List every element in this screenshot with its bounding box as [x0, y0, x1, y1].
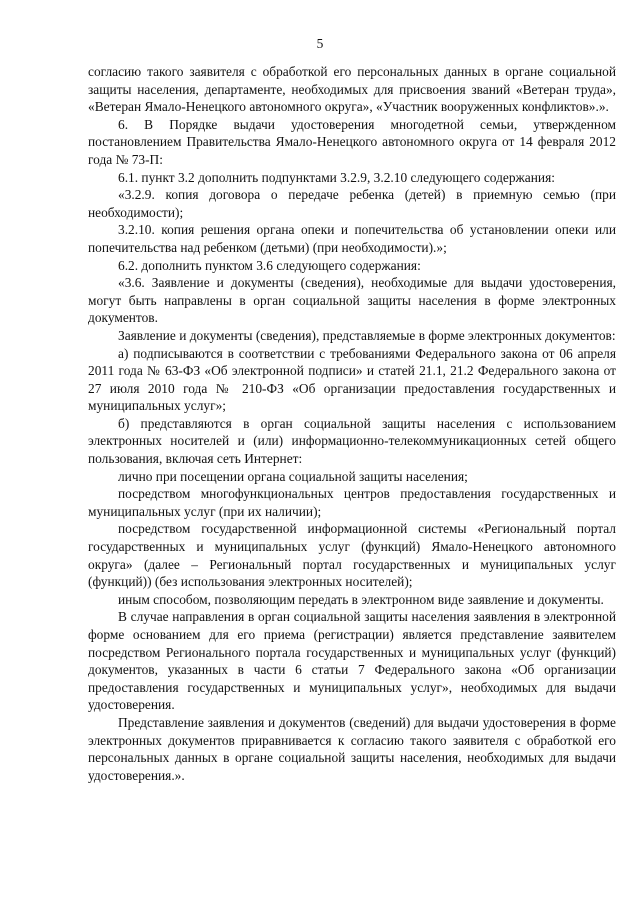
paragraph-item-6-2: 6.2. дополнить пунктом 3.6 следующего содержания: [118, 257, 421, 273]
paragraph-mfc: посредством многофункциональных центров предоставления государственных и муниципальных услуг (при их наличии); [88, 486, 616, 519]
paragraph-consent: Представление заявления и документов (сведений) для выдачи удостоверения в форме электронных документов приравнивается к согласию такого заявителя с обработкой его персональных данных в органе социальной защиты населения, необходимых для выдачи удостоверения.». [88, 714, 616, 783]
paragraph-regional-portal: посредством государственной информационной системы «Региональный портал государственных и муниципальных услуг (функций) Ямало-Ненецкого автономного округа» (далее – Региональный портал государственных и муниципальных услуг (функций)) (без использования электронных носителей); [88, 521, 616, 590]
paragraph-subitem-b: б) представляются в орган социальной защиты населения с использованием электронных носителей и (или) информационно-телекоммуникационных сетей общего пользования, включая сеть Интернет: [88, 415, 616, 467]
paragraph-item-6: 6. В Порядке выдачи удостоверения многодетной семьи, утвержденном постановлением Правительства Ямало-Ненецкого автономного округа от 14 февраля 2012 года № 73-П: [88, 116, 616, 167]
paragraph-item-3-6: «3.6. Заявление и документы (сведения), необходимые для выдачи удостоверения, могут быть направлены в орган социальной защиты населения в форме электронных документов. [88, 275, 616, 326]
document-body [88, 63, 616, 784]
paragraph-subitem-a: а) подписываются в соответствии с требованиями Федерального закона от 06 апреля 2011 года № 63-ФЗ «Об электронной подписи» и статей 21.1, 21.2 Федерального закона от 27 июля 2010 года № 210-ФЗ «Об организации предоставления государственных и муниципальных услуг»; [88, 345, 616, 414]
paragraph-electronic-application: В случае направления в орган социальной защиты населения заявления в электронной форме основанием для его приема (регистрации) является представление заявителем посредством Регионального портала государственных и муниципальных услуг (функций) документов, указанных в части 6 статьи 7 Федерального закона «Об организации предоставления государственных и муниципальных услуг», необходимых для выдачи удостоверения. [88, 609, 616, 713]
paragraph-item-6-1: 6.1. пункт 3.2 дополнить подпунктами 3.2.9, 3.2.10 следующего содержания: [118, 169, 555, 185]
paragraph-electronic-documents: Заявление и документы (сведения), представляемые в форме электронных документов: [118, 327, 616, 343]
paragraph-item-3-2-9: «3.2.9. копия договора о передаче ребенка (детей) в приемную семью (при необходимости); [88, 187, 616, 220]
paragraph-continuation: согласию такого заявителя с обработкой его персональных данных в органе социальной защиты населения, департаменте, необходимых для присвоения званий «Ветеран труда», «Ветеран Ямало-Ненецкого автономного округа», «Участник вооруженных конфликтов».». [88, 64, 616, 115]
paragraph-other-method: иным способом, позволяющим передать в электронном виде заявление и документы. [118, 591, 604, 607]
page-number: 5 [316, 36, 324, 51]
paragraph-in-person: лично при посещении органа социальной защиты населения; [118, 468, 468, 484]
paragraph-item-3-2-10: 3.2.10. копия решения органа опеки и попечительства об установлении опеки или попечительства над ребенком (детьми) (при необходимости).»; [88, 222, 616, 255]
